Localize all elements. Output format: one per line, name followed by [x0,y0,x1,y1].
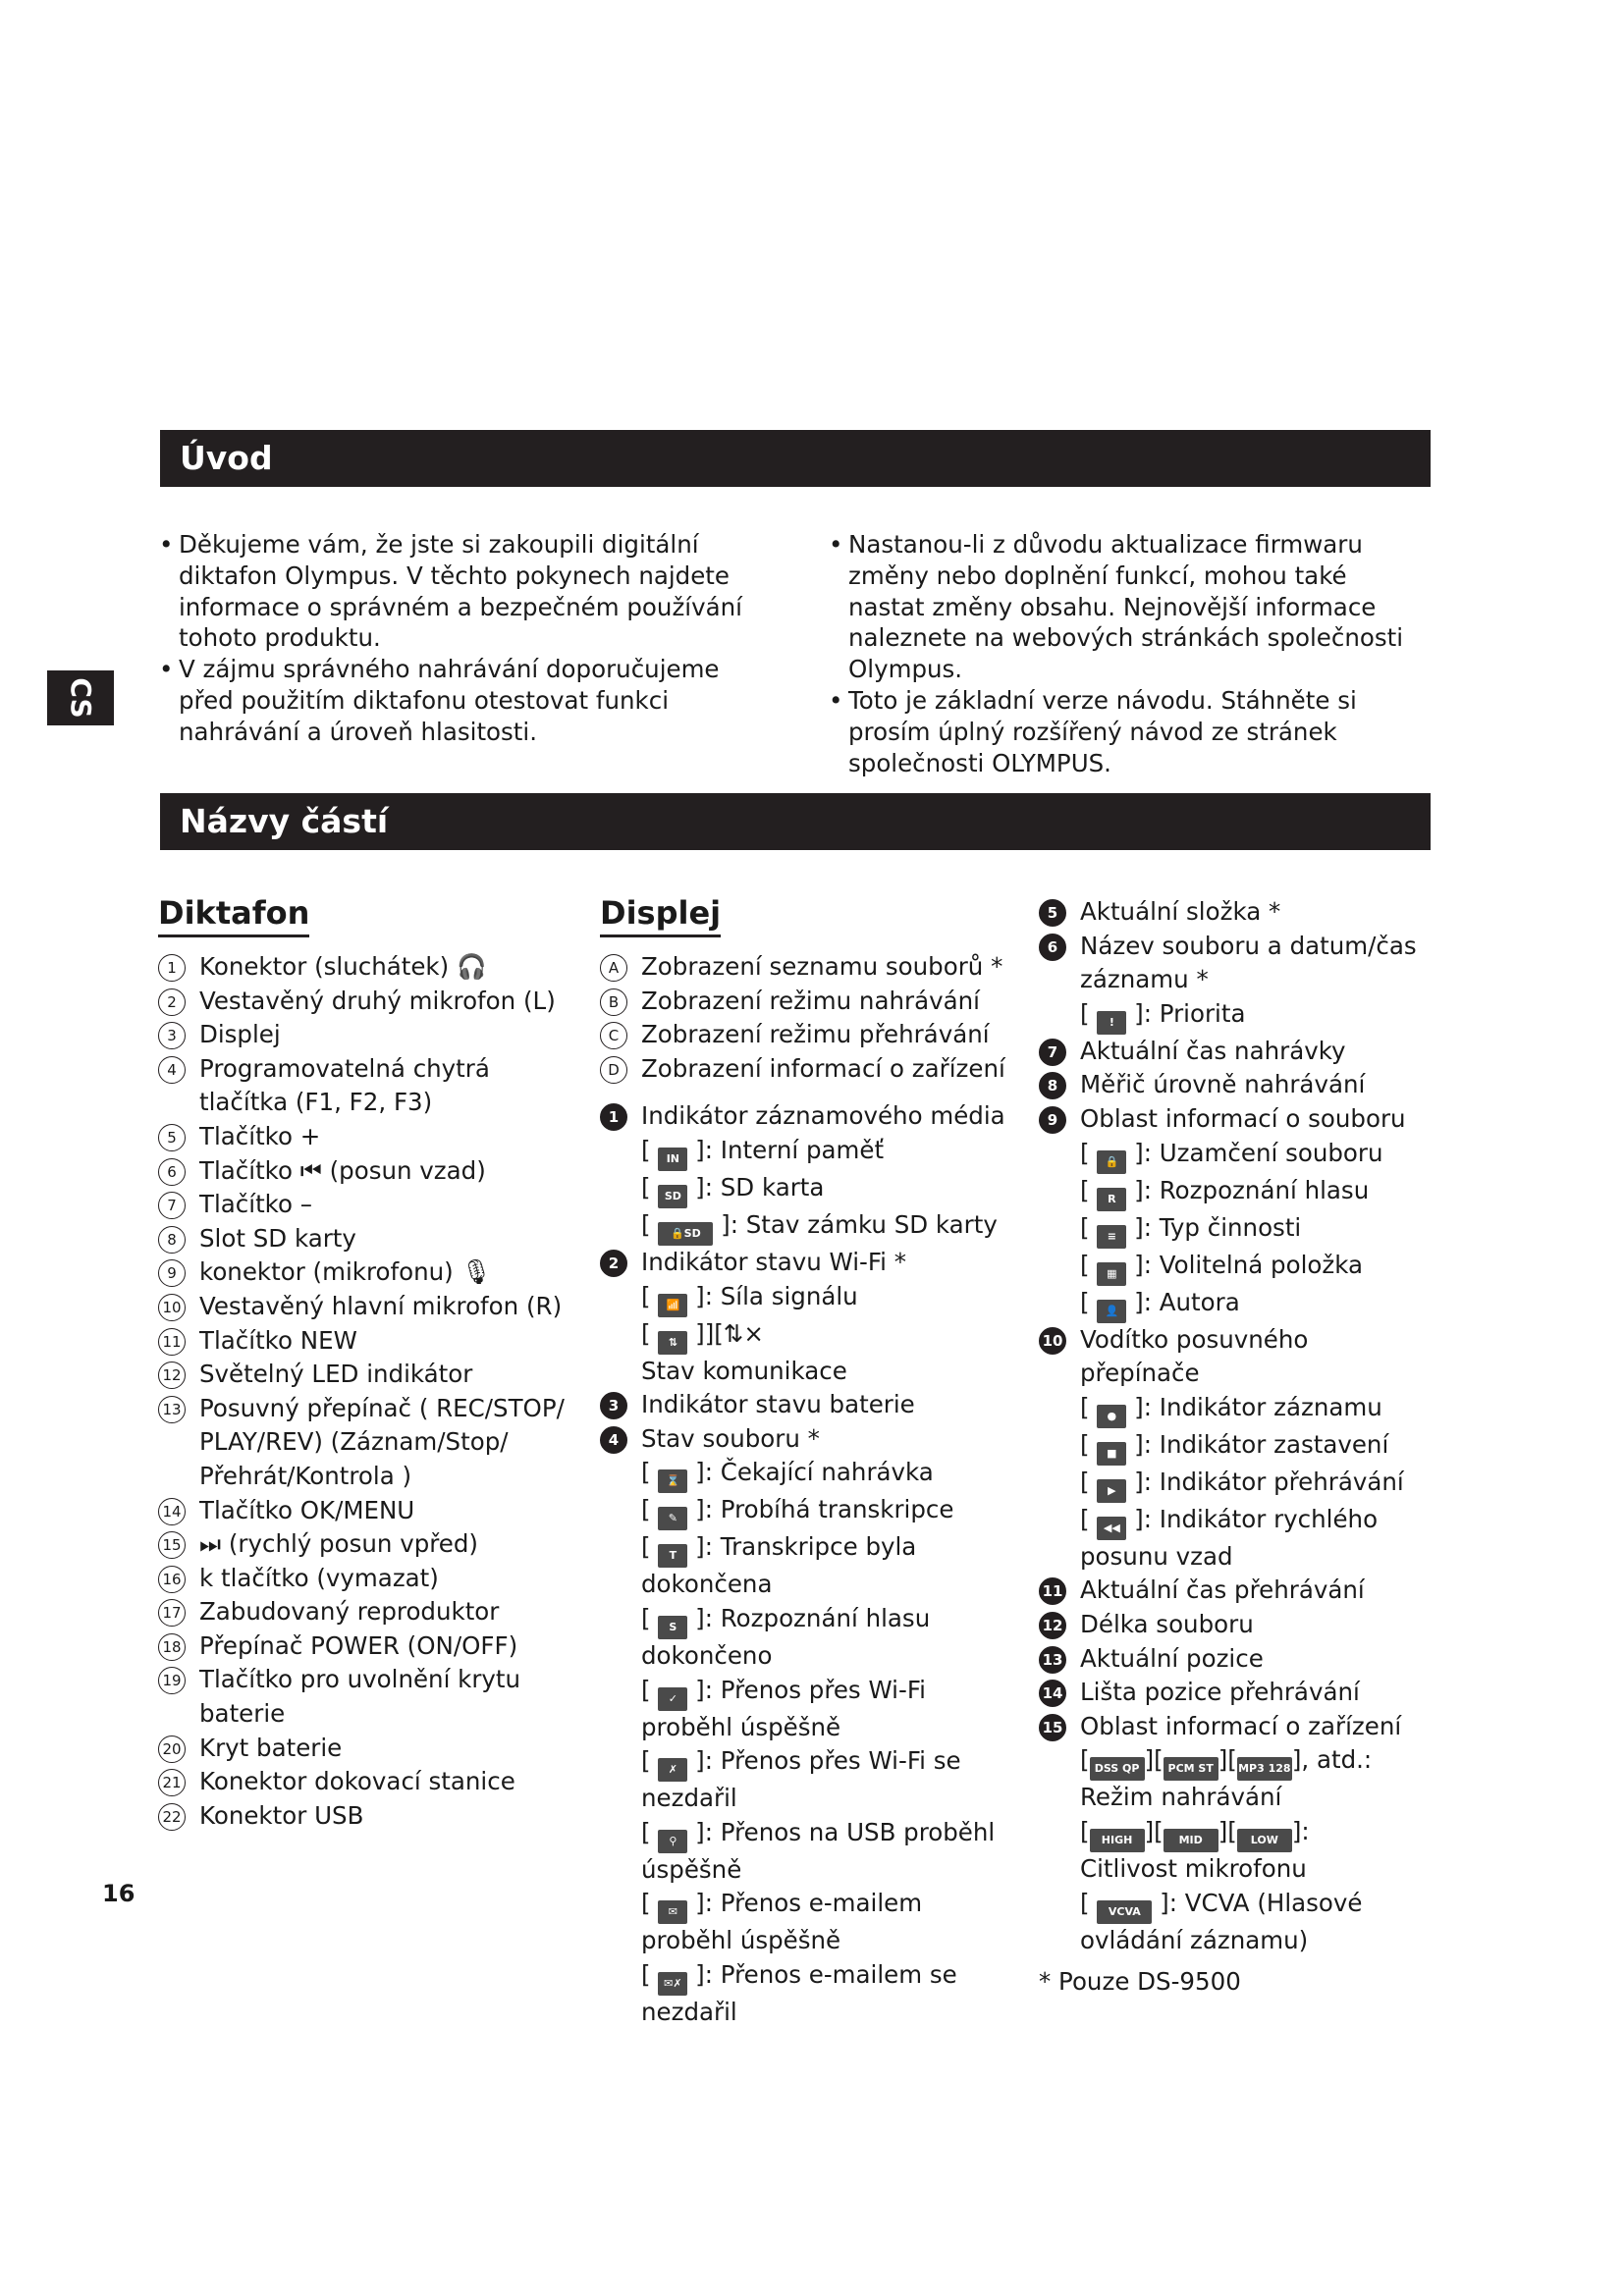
item-label: Aktuální čas přehrávání [1080,1575,1365,1605]
section-title-intro: Úvod [160,430,1431,487]
item-number: A [600,954,627,982]
item-label: Konektor dokovací stanice [199,1767,515,1796]
item-number: 11 [158,1328,186,1356]
item-label: Displej [199,1020,281,1049]
item-number: 3 [158,1022,186,1049]
item-label: ⏭ (rychlý posun vpřed) [199,1529,478,1559]
item-label: Zobrazení seznamu souborů * [641,952,1003,981]
list-item [158,950,570,985]
list-item [158,1765,570,1799]
intro-bullet: • Toto je základní verze návodu. Stáhněte si prosím úplný rozšířený návod ze stránek společnosti OLYMPUS. [827,685,1426,778]
list-item [158,1052,570,1120]
display-parts-list [600,950,1012,2030]
item-label: Zobrazení režimu přehrávání [641,1020,990,1049]
icon-legend-item: [ SD ]: SD karta [600,1171,1012,1208]
item-label: k tlačítko (vymazat) [199,1563,439,1592]
item-number: 2 [600,1250,627,1277]
icon-legend-text: ]: SD karta [687,1172,825,1201]
item-number: 4 [600,1426,627,1454]
item-number: 15 [1039,1714,1066,1741]
icon-legend-text: ]: Přenos e-mailem proběhl úspěšně [641,1889,923,1955]
mic-icon: MID [1164,1829,1218,1852]
icon-legend-item: [ 👤 ]: Autora [1039,1286,1432,1323]
item-number: 13 [1039,1646,1066,1674]
item-label: Aktuální složka * [1080,897,1281,926]
icon-legend-item: [ ▦ ]: Volitelná položka [1039,1249,1432,1286]
item-label: Vestavěný druhý mikrofon (L) [199,986,556,1015]
status-icon: ▶ [1097,1479,1126,1503]
item-number: C [600,1022,627,1049]
list-item [158,1494,570,1528]
vcva-text: ]: VCVA (Hlasové ovládání záznamu) [1080,1888,1363,1954]
item-number: 21 [158,1769,186,1796]
item-number: D [600,1056,627,1084]
item-number: 7 [1039,1039,1066,1066]
list-item [600,1018,1012,1052]
language-tab: CS [47,670,114,725]
intro-right-column [827,529,1426,778]
icon-legend-text: ]: Indikátor rychlého posunu vzad [1080,1504,1379,1571]
list-item [158,1120,570,1154]
display-heading: Displej [600,893,721,937]
intro-bullet: • Nastanou-li z důvodu aktualizace firmwaru změny nebo doplnění funkcí, mohou také nastat změny obsahu. Nejnovější informace naleznete na webových stránkách společnosti Olympus. [827,529,1426,685]
item-label: Zobrazení režimu nahrávání [641,986,980,1015]
rec-mode-icon: DSS QP [1090,1757,1145,1781]
list-item [158,1222,570,1256]
intro-bullet: • Děkujeme vám, že jste si zakoupili digitální diktafon Olympus. V těchto pokynech najdete informace o správném a bezpečném používání tohoto produktu. [157,529,766,654]
icon-legend-item: [ IN ]: Interní paměť [600,1134,1012,1171]
icon-legend-text: ]: Přenos e-mailem se nezdařil [641,1959,957,2026]
status-icon: ✉ [658,1900,687,1924]
list-item [158,1595,570,1629]
rec-mode-legend: [ DSS QP ][ PCM ST ][MP3 128], atd.: Režim nahrávání [1080,1745,1373,1812]
item-label: Vodítko posuvného přepínače [1080,1324,1309,1388]
item-number: 11 [1039,1577,1066,1605]
icon-legend-text: ]: Probíhá transkripce [687,1495,954,1524]
status-icon: ≡ [1097,1225,1126,1249]
item-number: 22 [158,1803,186,1831]
item-number: 16 [158,1566,186,1593]
list-item [600,1388,1012,1422]
item-number: 17 [158,1599,186,1627]
icon-legend-item: [ ▶ ]: Indikátor přehrávání [1039,1466,1432,1503]
icon-legend-text: ]: Přenos přes Wi-Fi se nezdařil [641,1746,961,1813]
list-item [1039,1323,1432,1391]
item-number: 8 [158,1226,186,1254]
icon-legend-item: [ 📶 ]: Síla signálu [600,1280,1012,1317]
item-label: Indikátor stavu baterie [641,1390,915,1419]
item-label: Programovatelná chytrá tlačítka (F1, F2, F3) [199,1053,490,1117]
icon-legend-item: [ S ]: Rozpoznání hlasu dokončeno [641,1603,931,1670]
icon-legend-text: ]: Uzamčení souboru [1126,1138,1383,1167]
list-item [158,1527,570,1562]
status-icon: ✉✗ [658,1972,687,1996]
status-icon: R [1097,1188,1126,1211]
item-number: B [600,988,627,1016]
page-number: 16 [102,1880,135,1907]
list-item [1039,1710,1432,1744]
status-icon: ◀◀ [1097,1517,1126,1540]
item-number: 20 [158,1735,186,1763]
icon-legend-item: [ 🔒 ]: Uzamčení souboru [1039,1137,1432,1174]
status-icon: ! [1097,1011,1126,1035]
list-item [158,1732,570,1766]
list-item [158,1188,570,1222]
item-label: Oblast informací o souboru [1080,1103,1406,1133]
list-item [1039,930,1432,997]
icon-legend-item: [ ⚲ ]: Přenos na USB proběhl úspěšně [641,1817,996,1884]
icon-legend-text: ]: Čekající nahrávka [687,1458,934,1487]
list-item [600,950,1012,985]
intro-left-column [157,529,766,748]
icon-legend-text: ]: Síla signálu [687,1281,858,1310]
icon-legend-text: ]: Indikátor přehrávání [1126,1467,1404,1496]
icon-legend-item: [ ◀◀ ]: Indikátor rychlého posunu vzad [1080,1504,1379,1571]
icon-legend-item: [ ⇅ ]][⇅× [600,1317,1012,1355]
icon-legend-item: [ ■ ]: Indikátor zastavení [1039,1428,1432,1466]
icon-legend-text: ]: Indikátor zastavení [1126,1429,1389,1459]
item-label: Oblast informací o zařízení [1080,1711,1402,1740]
list-item [158,1290,570,1324]
item-number: 5 [158,1124,186,1151]
list-item [158,1324,570,1359]
icon-legend-item: [ R ]: Rozpoznání hlasu [1039,1174,1432,1211]
list-item [158,1358,570,1392]
item-label: Zabudovaný reproduktor [199,1597,500,1627]
icon-legend-text: ]: Transkripce byla dokončena [641,1532,917,1599]
icon-legend-item: [ ! ]: Priorita [1039,997,1432,1035]
icon-legend-item: [ ≡ ]: Typ činnosti [1039,1211,1432,1249]
icon-legend-item: [ ✉✗ ]: Přenos e-mailem se nezdařil [641,1959,957,2026]
status-icon: ■ [1097,1442,1126,1466]
status-icon: T [658,1544,687,1568]
list-item [1039,1574,1432,1608]
list-item [158,985,570,1019]
footnote: * Pouze DS-9500 [1039,1967,1241,1997]
vcva-icon: VCVA [1097,1900,1152,1924]
list-item [1039,1642,1432,1677]
status-icon: 📶 [658,1294,687,1317]
text-line: Citlivost mikrofonu [1080,1853,1307,1883]
icon-legend-item: [ ✓ ]: Přenos přes Wi-Fi proběhl úspěšně [641,1675,926,1741]
text-line: Stav komunikace [641,1356,847,1385]
item-label: Tlačítko NEW [199,1325,357,1355]
list-item [600,985,1012,1019]
item-number: 9 [1039,1106,1066,1134]
list-item [1039,1676,1432,1710]
item-number: 7 [158,1192,186,1219]
item-label: konektor (mikrofonu) 🎙 [199,1257,492,1287]
item-label: Tlačítko pro uvolnění krytu baterie [199,1665,521,1729]
list-item [158,1154,570,1189]
list-item [158,1663,570,1731]
mic-icon: LOW [1237,1829,1292,1852]
item-label: Měřič úrovně nahrávání [1080,1070,1366,1099]
item-number: 3 [600,1392,627,1419]
item-label: Délka souboru [1080,1609,1254,1638]
icon-legend-item: [ ✉ ]: Přenos e-mailem proběhl úspěšně [641,1889,923,1955]
status-icon: IN [658,1148,687,1171]
item-number: 8 [1039,1072,1066,1099]
status-icon: SD [658,1185,687,1208]
item-label: Přepínač POWER (ON/OFF) [199,1630,518,1660]
item-number: 10 [158,1294,186,1321]
item-number: 14 [1039,1680,1066,1707]
recorder-heading: Diktafon [158,893,309,937]
intro-bullet: • V zájmu správného nahrávání doporučujeme před použitím diktafonu otestovat funkci nahrávání a úroveň hlasitosti. [157,654,766,747]
mic-sensitivity-legend: [ HIGH ][ MID ][ LOW ]: [1039,1815,1432,1852]
list-item [1039,1608,1432,1642]
item-number: 1 [158,954,186,982]
item-label: Světelný LED indikátor [199,1360,473,1389]
list-item [158,1799,570,1834]
status-icon: ✓ [658,1687,687,1711]
item-number: 12 [1039,1612,1066,1639]
icon-legend-text: ]: Rozpoznání hlasu [1126,1175,1370,1204]
icon-legend-text: ]: Typ činnosti [1126,1212,1302,1242]
item-number: 6 [158,1158,186,1186]
list-item [600,1246,1012,1280]
icon-legend-text: ]: Interní paměť [687,1135,885,1164]
item-label: Aktuální pozice [1080,1643,1264,1673]
item-number: 5 [1039,899,1066,927]
item-number: 19 [158,1667,186,1694]
item-label: Zobrazení informací o zařízení [641,1053,1005,1083]
rec-mode-icon: PCM ST [1164,1757,1218,1781]
list-item [158,1018,570,1052]
item-number: 6 [1039,934,1066,961]
item-number: 14 [158,1498,186,1525]
list-item [600,1422,1012,1457]
display-info-list [1039,895,1432,2000]
section-title-parts: Názvy částí [160,793,1431,850]
item-label: Lišta pozice přehrávání [1080,1678,1360,1707]
item-label: Tlačítko OK/MENU [199,1495,415,1524]
list-item [1039,1102,1432,1137]
list-item [158,1562,570,1596]
item-number: 13 [158,1396,186,1423]
rec-mode-text: , atd.: Režim nahrávání [1080,1745,1373,1812]
item-label: Stav souboru * [641,1423,820,1453]
item-number: 15 [158,1531,186,1559]
item-label: Indikátor záznamového média [641,1101,1005,1131]
icon-legend-item: [ ⌛ ]: Čekající nahrávka [600,1456,1012,1493]
status-icon: 👤 [1097,1300,1126,1323]
item-label: Vestavěný hlavní mikrofon (R) [199,1291,563,1320]
icon-legend-text: ]: Autora [1126,1287,1240,1316]
item-number: 10 [1039,1327,1066,1355]
status-icon: ✎ [658,1507,687,1530]
icon-legend-text: ]][⇅× [687,1318,764,1348]
item-label: Tlačítko + [199,1121,321,1150]
recorder-parts-list [158,950,570,1833]
item-number: 12 [158,1362,186,1389]
icon-legend-item: [ ● ]: Indikátor záznamu [1039,1391,1432,1428]
icon-legend-text: ]: Přenos přes Wi-Fi proběhl úspěšně [641,1675,926,1741]
item-label: Tlačítko – [199,1190,313,1219]
item-label: Název souboru a datum/čas záznamu * [1080,931,1417,994]
item-number: 18 [158,1633,186,1661]
icon-legend-text: ]: Indikátor záznamu [1126,1392,1382,1421]
rec-mode-icon: MP3 128 [1237,1757,1292,1781]
icon-legend-text: ]: Přenos na USB proběhl úspěšně [641,1817,996,1884]
list-item [1039,1068,1432,1102]
item-label: Tlačítko ⏮ (posun vzad) [199,1155,486,1185]
list-item [158,1392,570,1494]
list-item [600,1099,1012,1134]
item-number: 9 [158,1259,186,1287]
item-label: Konektor USB [199,1800,364,1830]
list-item [158,1629,570,1664]
list-item [600,1052,1012,1087]
icon-legend-item: [ ✎ ]: Probíhá transkripce [600,1493,1012,1530]
status-icon: ⇅ [658,1331,687,1355]
list-item [1039,895,1432,930]
status-icon: S [658,1616,687,1639]
icon-legend-text: ]: Volitelná položka [1126,1250,1363,1279]
icon-legend-text: ]: Priorita [1126,998,1246,1028]
item-number: 4 [158,1056,186,1084]
mic-icon: HIGH [1090,1829,1145,1852]
item-number: 2 [158,988,186,1016]
icon-legend-text: ]: Rozpoznání hlasu dokončeno [641,1603,931,1670]
status-icon: 🔒 [1097,1150,1126,1174]
item-label: Konektor (sluchátek) 🎧 [199,952,487,981]
status-icon: ✗ [658,1758,687,1782]
item-label: Slot SD karty [199,1223,356,1253]
status-icon: ⌛ [658,1469,687,1493]
icon-legend-text: ]: Stav zámku SD karty [713,1209,998,1239]
item-label: Kryt baterie [199,1733,343,1762]
status-icon: ● [1097,1405,1126,1428]
icon-legend-item: [ 🔒SD ]: Stav zámku SD karty [600,1208,1012,1246]
list-item [158,1255,570,1290]
item-label: Aktuální čas nahrávky [1080,1036,1346,1065]
status-icon: 🔒SD [658,1222,713,1246]
list-item [1039,1035,1432,1069]
item-label: Posuvný přepínač ( REC/STOP/ PLAY/REV) (Záznam/Stop/ Přehrát/Kontrola ) [199,1393,565,1490]
item-number: 1 [600,1103,627,1131]
icon-legend-item: [ T ]: Transkripce byla dokončena [641,1532,917,1599]
status-icon: ▦ [1097,1262,1126,1286]
icon-legend-item: [ ✗ ]: Přenos přes Wi-Fi se nezdařil [641,1746,961,1813]
vcva-legend: [ VCVA ]: VCVA (Hlasové ovládání záznamu) [1080,1888,1363,1954]
item-label: Indikátor stavu Wi-Fi * [641,1247,907,1276]
status-icon: ⚲ [658,1830,687,1853]
